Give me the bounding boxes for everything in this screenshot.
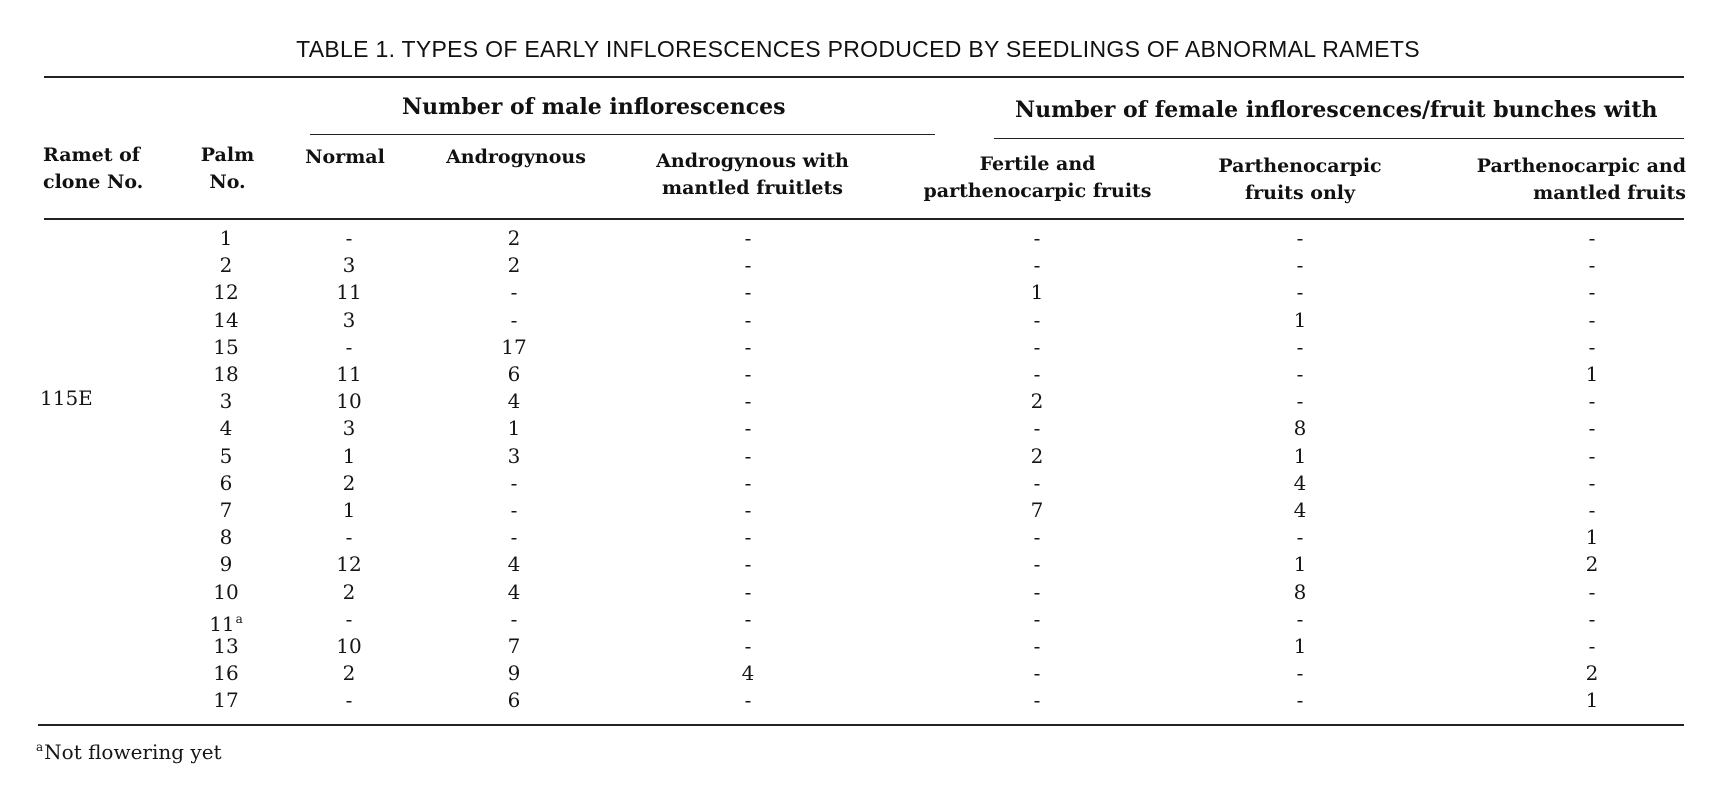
table-cell-palm: 2 [219, 253, 233, 278]
table-cell-normal: 3 [342, 307, 356, 332]
table-cell-andro-mantled: - [744, 552, 752, 577]
table-cell-partheno-mantled: - [1588, 443, 1596, 468]
table-cell-normal: 10 [336, 389, 362, 414]
table-cell-andro-mantled: - [744, 525, 752, 550]
table-cell-partheno-only: 4 [1293, 470, 1307, 495]
table-cell-andro-mantled: - [744, 443, 752, 468]
table-cell-fertile: - [1033, 253, 1041, 278]
table-cell-androgynous: 9 [507, 661, 521, 686]
table-cell-androgynous: - [510, 525, 518, 550]
table-cell-palm: 18 [213, 362, 239, 386]
table-cell-fertile: 2 [1030, 389, 1044, 414]
table-cell-fertile: - [1033, 470, 1041, 495]
table-cell-palm: 15 [213, 334, 239, 359]
table-cell-partheno-mantled: - [1588, 280, 1596, 305]
table-cell-palm: 7 [219, 498, 233, 522]
table-cell-partheno-mantled: 1 [1585, 525, 1599, 550]
table-cell-palm: 10 [213, 579, 239, 604]
table-cell-partheno-only: - [1296, 334, 1304, 359]
table-cell-partheno-mantled: - [1588, 634, 1596, 658]
table-cell-andro-mantled: - [744, 334, 752, 359]
table-cell-normal: 2 [342, 579, 356, 604]
table-cell-andro-mantled: - [744, 280, 752, 305]
table-cell-palm: 11$^a$ [209, 611, 243, 636]
table-cell-androgynous: 2 [507, 253, 521, 278]
table-cell-normal: - [345, 606, 353, 631]
table-cell-partheno-only: 4 [1293, 498, 1307, 522]
ramet-clone-value: 115E [40, 386, 93, 410]
table-cell-androgynous: 6 [507, 362, 521, 386]
table-cell-palm: 16 [213, 661, 239, 686]
col-header-parthenocarpic-mantled-line2: mantled fruits [1533, 182, 1686, 204]
table-cell-androgynous: 1 [507, 416, 521, 441]
table-cell-palm: 5 [219, 443, 233, 468]
col-header-androgynous-mantled [630, 148, 875, 202]
table-cell-partheno-only: - [1296, 661, 1304, 686]
col-header-normal [295, 144, 395, 171]
table-cell-androgynous: 4 [507, 579, 521, 604]
table-cell-normal: 3 [342, 416, 356, 441]
table-cell-andro-mantled: - [744, 470, 752, 495]
table-cell-palm: 3 [219, 389, 233, 414]
table-cell-androgynous: 3 [507, 443, 521, 468]
table-cell-normal: 11 [336, 362, 362, 386]
table-cell-partheno-mantled: 1 [1585, 688, 1599, 713]
female-group-rule [994, 138, 1684, 139]
table-cell-fertile: 7 [1030, 498, 1044, 522]
table-cell-partheno-only: 1 [1293, 443, 1307, 468]
table-cell-partheno-mantled: 2 [1585, 661, 1599, 686]
table-cell-andro-mantled: - [744, 688, 752, 713]
table-cell-androgynous: 6 [507, 688, 521, 713]
col-header-palm-line2: No. [209, 171, 246, 193]
table-cell-partheno-only: - [1296, 606, 1304, 631]
col-header-androgynous-line1: Androgynous [446, 146, 586, 168]
footnote-reference: a [235, 611, 243, 626]
table-cell-fertile: - [1033, 525, 1041, 550]
table-cell-partheno-mantled: 2 [1585, 552, 1599, 577]
table-cell-fertile: 1 [1030, 280, 1044, 305]
table-cell-androgynous: - [510, 280, 518, 305]
table-cell-andro-mantled: - [744, 634, 752, 658]
table-cell-palm: 4 [219, 416, 233, 441]
col-header-parthenocarpic-only-line2: fruits only [1244, 182, 1356, 204]
table-cell-andro-mantled: - [744, 253, 752, 278]
table-cell-normal: 2 [342, 470, 356, 495]
col-header-androgynous-mantled-line1: Androgynous with [656, 150, 849, 172]
table-cell-androgynous: - [510, 606, 518, 631]
table-cell-normal: - [345, 226, 353, 250]
table-cell-normal: 2 [342, 661, 356, 686]
top-rule [44, 76, 1684, 78]
table-cell-partheno-only: - [1296, 362, 1304, 386]
table-cell-partheno-only: - [1296, 253, 1304, 278]
table-cell-andro-mantled: - [744, 606, 752, 631]
table-cell-androgynous: 17 [501, 334, 527, 359]
table-cell-partheno-only: - [1296, 280, 1304, 305]
table-cell-androgynous: 4 [507, 389, 521, 414]
table-cell-normal: - [345, 525, 353, 550]
female-group-header: Number of female inflorescences/fruit bunches with [1015, 97, 1658, 123]
col-header-parthenocarpic-mantled [1440, 153, 1686, 207]
table-cell-partheno-only: - [1296, 389, 1304, 414]
table-cell-fertile: - [1033, 362, 1041, 386]
table-cell-palm: 9 [219, 552, 233, 577]
male-group-rule [310, 134, 935, 135]
table-cell-palm: 8 [219, 525, 233, 550]
table-cell-androgynous: - [510, 498, 518, 522]
table-cell-partheno-mantled: 1 [1585, 362, 1599, 386]
table-cell-fertile: 2 [1030, 443, 1044, 468]
table-cell-normal: 10 [336, 634, 362, 658]
table-cell-palm: 6 [219, 470, 233, 495]
col-header-palm [190, 142, 265, 196]
col-header-fertile-line2: parthenocarpic fruits [923, 180, 1152, 202]
table-cell-andro-mantled: - [744, 362, 752, 386]
col-header-androgynous-mantled-line2: mantled fruitlets [662, 177, 843, 199]
table-cell-fertile: - [1033, 334, 1041, 359]
table-cell-normal: 12 [336, 552, 362, 577]
table-cell-partheno-mantled: - [1588, 606, 1596, 631]
footnote-marker: a [36, 740, 44, 754]
table-cell-palm: 14 [213, 307, 239, 332]
table-cell-androgynous: 2 [507, 226, 521, 250]
table-cell-palm: 12 [213, 280, 239, 305]
table-cell-partheno-only: 1 [1293, 552, 1307, 577]
table-cell-fertile: - [1033, 307, 1041, 332]
table-cell-fertile: - [1033, 226, 1041, 250]
table-cell-palm: 1 [219, 226, 233, 250]
table-cell-fertile: - [1033, 661, 1041, 686]
table-cell-normal: 11 [336, 280, 362, 305]
table-cell-fertile: - [1033, 552, 1041, 577]
header-bottom-rule [44, 218, 1684, 220]
table-cell-partheno-mantled: - [1588, 334, 1596, 359]
table-cell-partheno-only: 8 [1293, 416, 1307, 441]
table-cell-androgynous: 7 [507, 634, 521, 658]
table-cell-partheno-only: 8 [1293, 579, 1307, 604]
table-cell-andro-mantled: - [744, 226, 752, 250]
table-cell-androgynous: 4 [507, 552, 521, 577]
table-cell-normal: - [345, 334, 353, 359]
table-cell-partheno-mantled: - [1588, 470, 1596, 495]
col-header-parthenocarpic-only-line1: Parthenocarpic [1218, 155, 1382, 177]
table-cell-fertile: - [1033, 688, 1041, 713]
table-cell-partheno-mantled: - [1588, 416, 1596, 441]
table-cell-fertile: - [1033, 416, 1041, 441]
col-header-fertile-line1: Fertile and [979, 153, 1096, 175]
col-header-normal-line1: Normal [305, 146, 385, 168]
table-cell-normal: 1 [342, 443, 356, 468]
table-cell-partheno-only: 1 [1293, 634, 1307, 658]
table-cell-partheno-only: - [1296, 525, 1304, 550]
col-header-androgynous [426, 144, 606, 171]
table-cell-normal: 1 [342, 498, 356, 522]
footnote-text: Not flowering yet [44, 740, 222, 764]
table-cell-andro-mantled: - [744, 307, 752, 332]
col-header-fertile [910, 151, 1165, 205]
col-header-ramet [43, 142, 143, 196]
col-header-parthenocarpic-mantled-line1: Parthenocarpic and [1476, 155, 1686, 177]
col-header-ramet-line2: clone No. [43, 171, 144, 193]
table-cell-partheno-mantled: - [1588, 226, 1596, 250]
table-cell-partheno-only: - [1296, 688, 1304, 713]
table-cell-andro-mantled: - [744, 416, 752, 441]
table-cell-partheno-only: - [1296, 226, 1304, 250]
table-cell-partheno-mantled: - [1588, 498, 1596, 522]
table-title: TABLE 1. TYPES OF EARLY INFLORESCENCES PRODUCED BY SEEDLINGS OF ABNORMAL RAMETS [296, 36, 1420, 62]
table-cell-partheno-mantled: - [1588, 579, 1596, 604]
table-cell-partheno-mantled: - [1588, 389, 1596, 414]
table-cell-andro-mantled: - [744, 389, 752, 414]
table-cell-fertile: - [1033, 606, 1041, 631]
table-cell-normal: 3 [342, 253, 356, 278]
table-cell-fertile: - [1033, 634, 1041, 658]
table-cell-andro-mantled: 4 [741, 661, 755, 686]
col-header-palm-line1: Palm [200, 144, 255, 166]
table-cell-partheno-mantled: - [1588, 253, 1596, 278]
footnote [36, 740, 222, 764]
table-cell-andro-mantled: - [744, 498, 752, 522]
table-cell-fertile: - [1033, 579, 1041, 604]
table-cell-palm: 13 [213, 634, 239, 658]
table-cell-androgynous: - [510, 307, 518, 332]
table-cell-androgynous: - [510, 470, 518, 495]
male-group-header: Number of male inflorescences [402, 94, 786, 120]
col-header-parthenocarpic-only [1195, 153, 1405, 207]
col-header-ramet-line1: Ramet of [43, 144, 140, 166]
table-cell-partheno-only: 1 [1293, 307, 1307, 332]
table-cell-andro-mantled: - [744, 579, 752, 604]
table-cell-normal: - [345, 688, 353, 713]
bottom-rule [38, 724, 1684, 726]
table-cell-partheno-mantled: - [1588, 307, 1596, 332]
table-cell-palm: 17 [213, 688, 239, 713]
